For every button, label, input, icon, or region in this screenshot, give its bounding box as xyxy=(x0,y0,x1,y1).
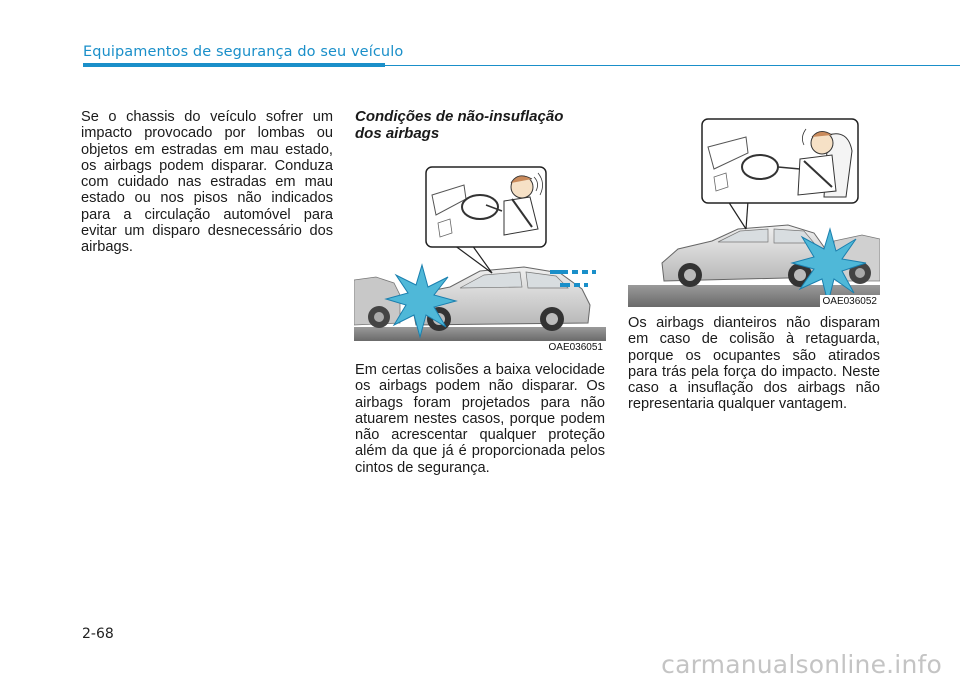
section-header-title: Equipamentos de segurança do seu veículo xyxy=(83,44,404,60)
figure-frontal-collision xyxy=(354,155,606,355)
section-heading-line-2: dos airbags xyxy=(355,125,440,142)
column-2 xyxy=(355,362,605,476)
column-3-paragraph: Os airbags dianteiros não disparam em caso de colisão à retaguarda, porque os ocupantes são atirados para trás pela força do impacto. Neste caso a insuflação dos airbags não representaria qualquer vantagem. xyxy=(628,315,880,413)
watermark: carmanualsonline.info xyxy=(661,650,942,679)
header-accent-bar xyxy=(83,63,385,67)
column-2-paragraph: Em certas colisões a baixa velocidade os airbags podem não disparar. Os airbags foram projetados para não atuarem nestes casos, porque podem não acrescentar qualquer proteção além da que já é proporcionada pelos cintos de segurança. xyxy=(355,362,605,476)
column-1 xyxy=(81,109,333,256)
column-1-paragraph: Se o chassis do veículo sofrer um impacto provocado por lombas ou objetos em estradas em mau estado, os airbags podem disparar. Conduza com cuidado nas estradas em mau estado ou nos pisos não indicados para a circulação automóvel para evitar um disparo desnecessário dos airbags. xyxy=(81,109,333,256)
section-heading xyxy=(355,108,605,142)
column-3 xyxy=(628,315,880,413)
figure-rear-collision xyxy=(628,111,880,311)
page-number: 2-68 xyxy=(82,626,114,642)
header-rule xyxy=(385,65,960,67)
figure-code: OAE036052 xyxy=(820,295,881,308)
figure-code: OAE036051 xyxy=(546,341,607,354)
road xyxy=(354,327,606,341)
rear-collision-illustration xyxy=(628,111,880,311)
frontal-collision-illustration xyxy=(354,155,606,355)
section-heading-line-1: Condições de não-insuflação xyxy=(355,108,564,125)
